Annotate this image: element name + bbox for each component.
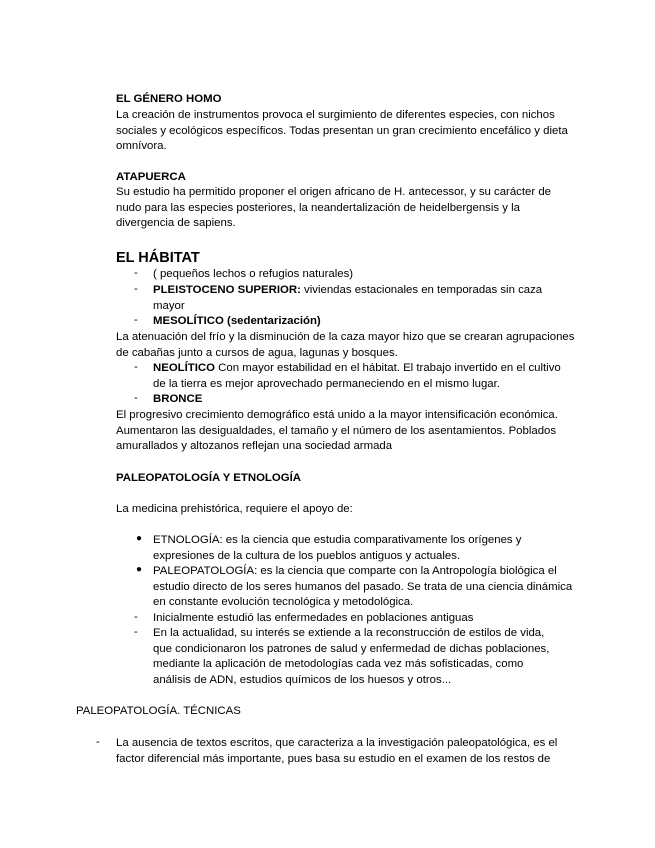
neolitico-text: Con mayor estabilidad en el hábitat. El trabajo invertido en el cultivo de la tierra es mejor aprovechado permaneciendo en el mismo lugar. bbox=[153, 362, 561, 390]
dash-marker: - bbox=[134, 626, 138, 638]
dash-marker: - bbox=[134, 283, 138, 295]
bullet-marker: ● bbox=[136, 533, 143, 544]
pleistoceno-text: viviendas estacionales en temporadas sin caza mayor bbox=[153, 284, 543, 312]
habitat-item-mesolitico: MESOLÍTICO (sedentarización) bbox=[153, 315, 321, 327]
paragraph-medicina-prehistorica: La medicina prehistórica, requiere el apoyo de: bbox=[116, 503, 353, 515]
pleistoceno-label: PLEISTOCENO SUPERIOR: bbox=[153, 284, 301, 296]
paragraph-mesolitico: La atenuación del frío y la disminución de la caza mayor hizo que se crearan agrupaciones de cabañas junto a cursos de agua, lagunas y bosques. bbox=[116, 331, 575, 359]
paragraph-genero-homo: La creación de instrumentos provoca el surgimiento de diferentes especies, con nichos sociales y ecológicos específicos. Todas presentan un gran crecimiento encefálico y dieta omnívora. bbox=[116, 109, 568, 152]
list-item-actualidad: En la actualidad, su interés se extiende a la reconstrucción de estilos de vida, que condicionaron los patrones de salud y enfermedad de dichas poblaciones, mediante la aplicación de metodologías cada vez más sofisticadas, como análisis de ADN, estudios químicos de los huesos y otros... bbox=[153, 627, 550, 686]
list-item-ausencia-textos: La ausencia de textos escritos, que caracteriza a la investigación paleopatológica, es el factor diferencial más importante, pues basa su estudio en el examen de los restos de bbox=[116, 737, 558, 765]
list-item-enfermedades: Inicialmente estudió las enfermedades en poblaciones antiguas bbox=[153, 612, 474, 624]
heading-atapuerca: ATAPUERCA bbox=[116, 171, 186, 183]
habitat-item-pleistoceno bbox=[153, 283, 563, 314]
dash-marker: - bbox=[134, 611, 138, 623]
dash-marker: - bbox=[134, 314, 138, 326]
paragraph-atapuerca: Su estudio ha permitido proponer el origen africano de H. antecessor, y su carácter de nudo para las especies posteriores, la neandertalización de heidelbergensis y la divergencia de sapiens. bbox=[116, 186, 551, 229]
dash-marker: - bbox=[96, 736, 100, 748]
habitat-item-bronce: BRONCE bbox=[153, 393, 203, 405]
heading-paleopatologia-etnologia: PALEOPATOLOGÍA Y ETNOLOGÍA bbox=[116, 472, 302, 484]
neolitico-label: NEOLÍTICO bbox=[153, 362, 216, 374]
dash-marker: - bbox=[134, 361, 138, 373]
heading-habitat: EL HÁBITAT bbox=[116, 250, 200, 266]
habitat-item-neolitico bbox=[153, 361, 575, 392]
heading-paleopatologia-tecnicas: PALEOPATOLOGÍA. TÉCNICAS bbox=[76, 705, 241, 717]
bullet-marker: ● bbox=[136, 564, 143, 575]
list-item-paleopatologia: PALEOPATOLOGÍA: es la ciencia que comparte con la Antropología biológica el estudio directo de los seres humanos del pasado. Se trata de una ciencia dinámica en constante evolución tecnológica y metodológica. bbox=[153, 565, 573, 608]
dash-marker: - bbox=[134, 267, 138, 279]
habitat-item-refugios: ( pequeños lechos o refugios naturales) bbox=[153, 268, 354, 280]
list-item-etnologia: ETNOLOGÍA: es la ciencia que estudia comparativamente los orígenes y expresiones de la cultura de los pueblos antiguos y actuales. bbox=[153, 534, 522, 562]
dash-marker: - bbox=[134, 392, 138, 404]
heading-genero-homo: EL GÉNERO HOMO bbox=[116, 93, 222, 105]
paragraph-bronce: El progresivo crecimiento demográfico está unido a la mayor intensificación económica. Aumentaron las desigualdades, el tamaño y el número de los asentamientos. Poblados amurallados y altozanos reflejan una sociedad armada bbox=[116, 409, 558, 452]
